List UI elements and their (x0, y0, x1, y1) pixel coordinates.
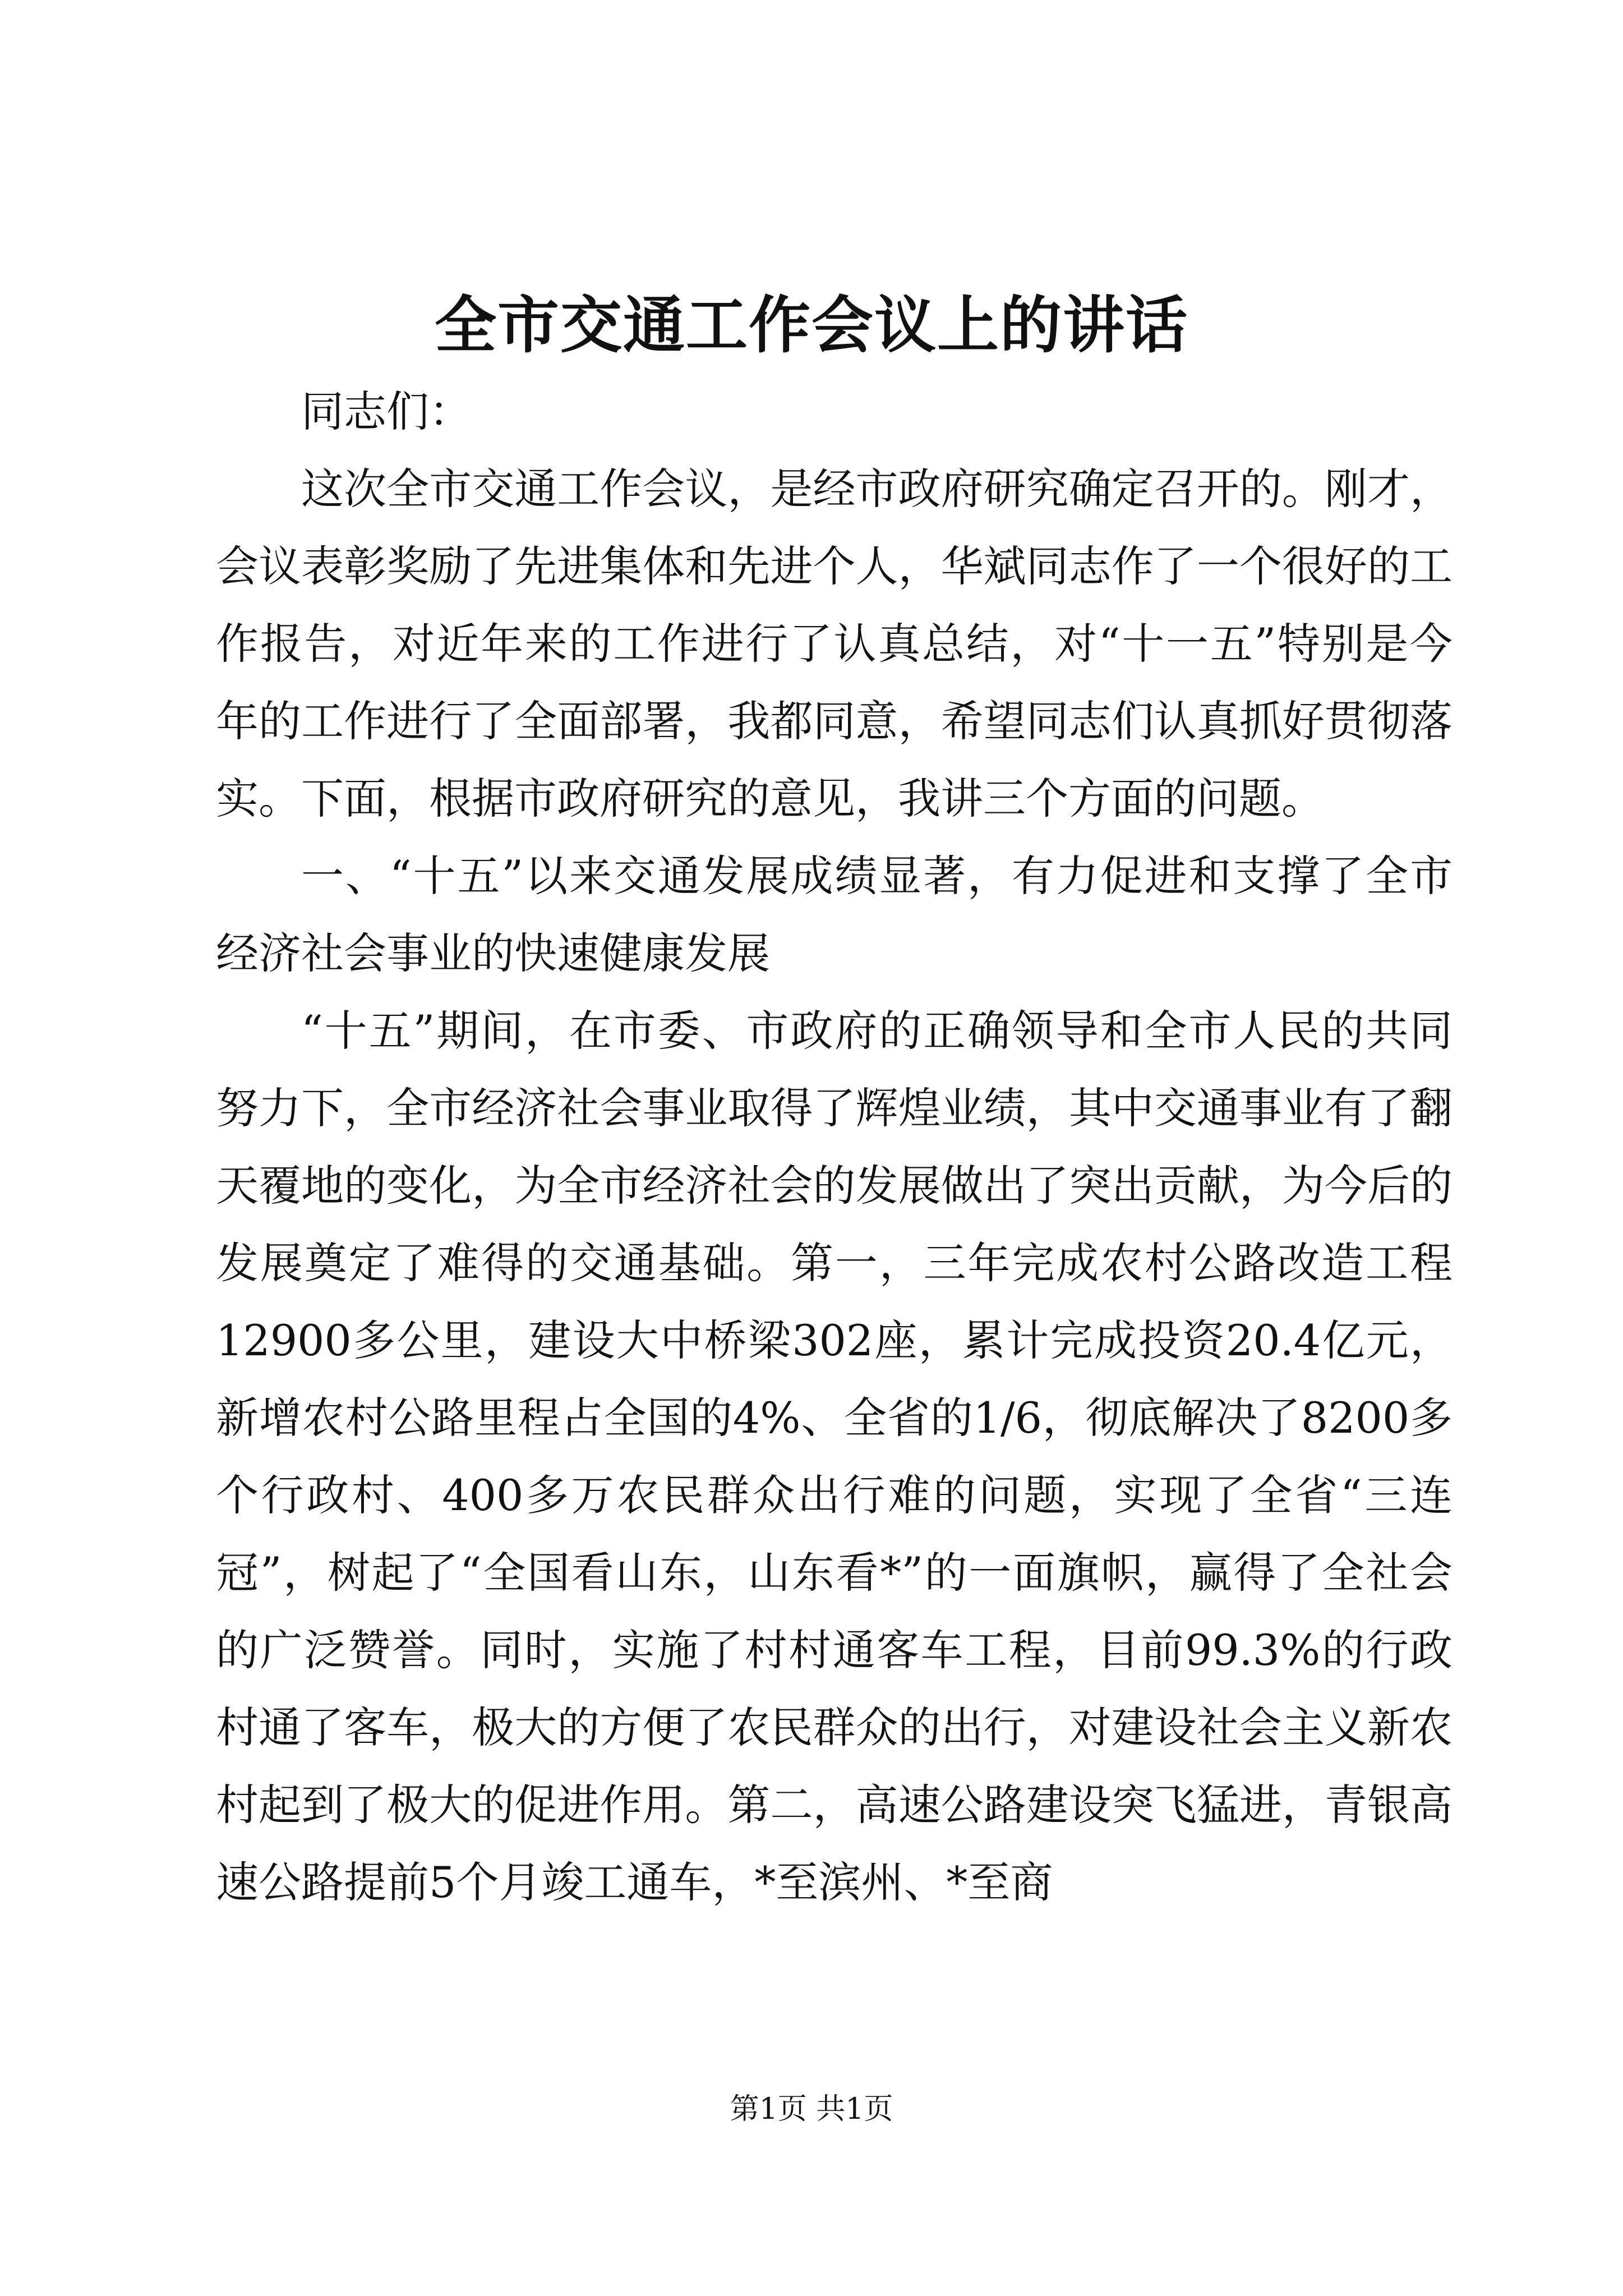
paragraph-intro: 这次全市交通工作会议，是经市政府研究确定召开的。刚才，会议表彰奖励了先进集体和先进个人，华斌同志作了一个很好的工作报告，对近年来的工作进行了认真总结，对“十一五”特别是今年的工作进行了全面部署，我都同意，希望同志们认真抓好贯彻落实。下面，根据市政府研究的意见，我讲三个方面的问题。 (216, 464, 1453, 823)
salutation: 同志们： (301, 386, 472, 436)
page-footer: 第1页 共1页 (730, 2092, 893, 2126)
document-title: 全市交通工作会议上的讲话 (435, 289, 1188, 361)
paragraph-achievements: “十五”期间，在市委、市政府的正确领导和全市人民的共同努力下，全市经济社会事业取得了辉煌业绩，其中交通事业有了翻天覆地的变化，为全市经济社会的发展做出了突出贡献，为今后的发展奠定了难得的交通基础。第一，三年完成农村公路改造工程12900多公里，建设大中桥梁302座，累计完成投资20.4亿元，新增农村公路里程占全国的4%、全省的1/6，彻底解决了8200多个行政村、400多万农民群众出行难的问题，实现了全省“三连冠”，树起了“全国看山东，山东看*”的一面旗帜，赢得了全社会的广泛赞誉。同时，实施了村村通客车工程，目前99.3%的行政村通了客车，极大的方便了农民群众的出行，对建设社会主义新农村起到了极大的促进作用。第二，高速公路建设突飞猛进，青银高速公路提前5个月竣工通车，*至滨州、*至商 (216, 1006, 1453, 1907)
section-heading-1: 一、“十五”以来交通发展成绩显著，有力促进和支撑了全市经济社会事业的快速健康发展 (216, 851, 1453, 978)
document-body (216, 373, 1453, 1921)
